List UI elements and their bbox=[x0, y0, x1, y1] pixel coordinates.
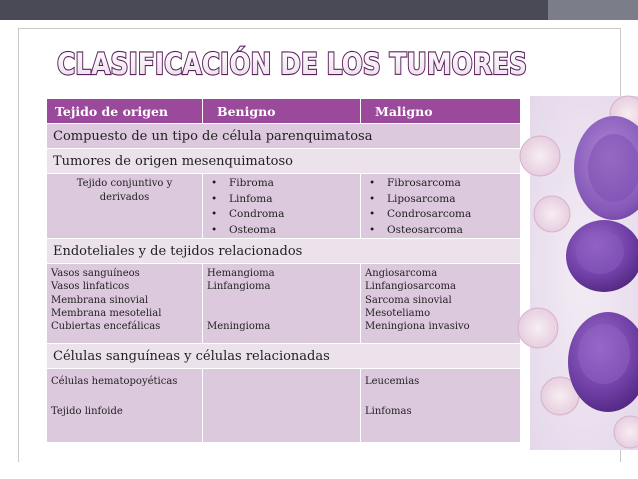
line-text: Mesoteliamo bbox=[365, 307, 431, 319]
line-text: Linfangioma bbox=[207, 281, 271, 293]
slide-title bbox=[52, 41, 532, 85]
section-parenchymal: Compuesto de un tipo de célula parenquimatosa bbox=[47, 124, 521, 149]
line-text bbox=[207, 294, 360, 307]
line-text: Leucemias bbox=[365, 376, 420, 387]
line-text: Meningioma bbox=[207, 321, 271, 333]
header-benign: Benigno bbox=[203, 99, 361, 124]
table-header-row bbox=[47, 99, 521, 124]
line-text: Angiosarcoma bbox=[365, 268, 438, 279]
blood-origin bbox=[47, 369, 203, 443]
section-row bbox=[47, 344, 521, 369]
list-item: • Linfoma bbox=[209, 192, 360, 208]
list-item: • Condrosarcoma bbox=[367, 207, 520, 223]
list-item: • Fibrosarcoma bbox=[367, 176, 520, 192]
top-bar-accent bbox=[548, 0, 638, 20]
section-mesenchymal: Tumores de origen mesenquimatoso bbox=[47, 149, 521, 174]
line-text: Linfomas bbox=[365, 406, 412, 417]
line-text: Membrana sinovial bbox=[51, 294, 149, 306]
blood-cell-micrograph bbox=[530, 96, 638, 450]
line-text: Linfangiosarcoma bbox=[365, 281, 456, 293]
slide-frame-left bbox=[18, 28, 19, 462]
top-bar bbox=[0, 0, 638, 20]
line-text: Vasos linfaticos bbox=[51, 281, 130, 293]
endothelial-malignant bbox=[361, 264, 521, 344]
header-malignant: Maligno bbox=[361, 99, 521, 124]
section-row bbox=[47, 239, 521, 264]
line-text: Tejido linfoide bbox=[51, 406, 123, 417]
table-row bbox=[47, 369, 521, 443]
section-endothelial: Endoteliales y de tejidos relacionados bbox=[47, 239, 521, 264]
blood-malignant bbox=[361, 369, 521, 443]
section-row bbox=[47, 124, 521, 149]
line-text bbox=[365, 389, 520, 404]
table-row bbox=[47, 174, 521, 239]
slide-title-text: CLASIFICACIÓN DE LOS TUMORES bbox=[57, 47, 527, 81]
line-text bbox=[207, 307, 360, 320]
slide-frame-top bbox=[18, 28, 620, 29]
endothelial-benign bbox=[203, 264, 361, 344]
section-blood: Células sanguíneas y células relacionadas bbox=[47, 344, 521, 369]
table-row bbox=[47, 264, 521, 344]
line-text: Meningiona invasivo bbox=[365, 321, 470, 333]
line-text: Hemangioma bbox=[207, 268, 275, 279]
list-item: • Osteosarcoma bbox=[367, 223, 520, 239]
line-text: Membrana mesotelial bbox=[51, 307, 162, 319]
tumor-classification-table bbox=[46, 98, 521, 443]
endothelial-origin bbox=[47, 264, 203, 344]
list-item: • Condroma bbox=[209, 207, 360, 223]
header-origin: Tejido de origen bbox=[47, 99, 203, 124]
list-item: • Osteoma bbox=[209, 223, 360, 239]
section-row bbox=[47, 149, 521, 174]
mesenchymal-benign bbox=[203, 174, 361, 239]
list-item: • Liposarcoma bbox=[367, 192, 520, 208]
line-text: Cubiertas encefálicas bbox=[51, 321, 161, 333]
blood-benign bbox=[203, 369, 361, 443]
line-text: Células hematopoyéticas bbox=[51, 376, 178, 387]
line-text: Sarcoma sinovial bbox=[365, 294, 452, 306]
mesenchymal-origin: Tejido conjuntivo y derivados bbox=[47, 174, 203, 239]
mesenchymal-malignant bbox=[361, 174, 521, 239]
list-item: • Fibroma bbox=[209, 176, 360, 192]
line-text bbox=[51, 389, 202, 404]
line-text: Vasos sanguíneos bbox=[51, 268, 140, 279]
